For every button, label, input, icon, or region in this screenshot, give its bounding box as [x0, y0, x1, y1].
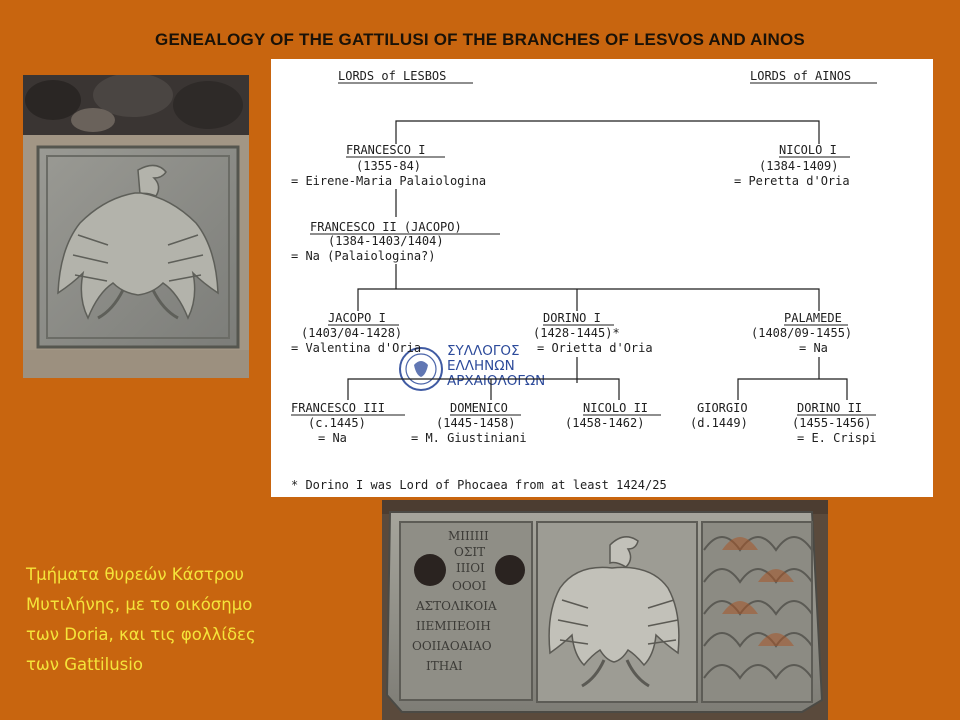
- watermark-line-2: ΕΛΛΗΝΩΝ: [447, 358, 515, 374]
- person-francesco-iii: [291, 401, 405, 445]
- person-name: PALAMEDE: [784, 311, 842, 325]
- person-spouse: = M. Giustiniani: [411, 431, 527, 445]
- doria-eagle-photo: [23, 75, 249, 378]
- slide-title: GENEALOGY OF THE GATTILUSI OF THE BRANCHES OF LESVOS AND AINOS: [155, 30, 805, 49]
- person-nicolo-i: [734, 143, 850, 188]
- footnote: * Dorino I was Lord of Phocaea from at least 1424/25: [291, 478, 667, 492]
- person-spouse: = E. Crispi: [797, 431, 877, 445]
- person-francesco-i: [291, 143, 486, 188]
- genealogy-chart: [271, 59, 933, 497]
- watermark-line-1: ΣΥΛΛΟΓΟΣ: [447, 343, 520, 359]
- person-dates: (1428-1445)*: [533, 326, 620, 340]
- person-dates: (1458-1462): [565, 416, 645, 430]
- person-francesco-ii: [291, 220, 500, 263]
- person-spouse: = Eirene-Maria Palaiologina: [291, 174, 487, 188]
- svg-text:ΙΤΗΑΙ: ΙΤΗΑΙ: [426, 659, 463, 673]
- header-lords-of-ainos: LORDS of AINOS: [750, 69, 852, 83]
- person-spouse: = Peretta d'Oria: [734, 174, 850, 188]
- svg-text:ΟΟΙΙΑΟΑΙΑΟ: ΟΟΙΙΑΟΑΙΑΟ: [412, 639, 492, 653]
- person-name: JACOPO I: [328, 311, 386, 325]
- header-lords-of-lesbos: LORDS of LESBOS: [338, 69, 447, 83]
- person-giorgio: [690, 401, 748, 430]
- person-name: FRANCESCO I: [346, 143, 426, 157]
- svg-text:ΟΟΟΙ: ΟΟΟΙ: [452, 579, 487, 593]
- association-watermark: [400, 343, 545, 390]
- person-name: NICOLO II: [583, 401, 649, 415]
- svg-text:ΟΣΙΤ: ΟΣΙΤ: [454, 545, 486, 559]
- watermark-line-3: ΑΡΧΑΙΟΛΟΓΩΝ: [447, 373, 546, 389]
- person-dates: (1408/09-1455): [751, 326, 853, 340]
- person-dates: (1355-84): [356, 159, 422, 173]
- person-dates: (1455-1456): [792, 416, 872, 430]
- svg-text:ΑΣΤΟΛΙΚΟΙΑ: ΑΣΤΟΛΙΚΟΙΑ: [416, 599, 497, 613]
- person-palamede: [751, 311, 852, 355]
- genealogy-tree: [271, 59, 933, 497]
- person-dorino-ii: [792, 401, 876, 445]
- svg-text:ΜΙΙΙΙΙΙ: ΜΙΙΙΙΙΙ: [448, 529, 489, 543]
- caption-line: των Gattilusio: [26, 655, 143, 674]
- person-dates: (1445-1458): [436, 416, 516, 430]
- caption-line: Τμήματα θυρεών Κάστρου: [26, 565, 244, 584]
- svg-text:ΙΙΕΜΠΕΟΙΗ: ΙΙΕΜΠΕΟΙΗ: [416, 619, 491, 633]
- svg-text:ΙΙΙΟΙ: ΙΙΙΟΙ: [456, 561, 485, 575]
- person-name: FRANCESCO II (JACOPO): [310, 220, 462, 234]
- caption-line: των Doria, και τις φολλίδες: [26, 625, 256, 644]
- person-domenico: [411, 401, 527, 445]
- person-dorino-i: [533, 311, 653, 355]
- person-name: GIORGIO: [697, 401, 748, 415]
- person-name: NICOLO I: [779, 143, 837, 157]
- person-spouse: = Na: [799, 341, 828, 355]
- person-dates: (c.1445): [308, 416, 366, 430]
- person-nicolo-ii: [565, 401, 661, 430]
- caption-line: Μυτιλήνης, με το οικόσημο: [26, 595, 253, 614]
- person-name: DORINO II: [797, 401, 863, 415]
- gattilusio-slab-photo: [382, 500, 828, 720]
- person-dates: (d.1449): [690, 416, 748, 430]
- person-name: DOMENICO: [450, 401, 508, 415]
- person-spouse: = Na: [318, 431, 347, 445]
- person-dates: (1403/04-1428): [301, 326, 403, 340]
- person-name: FRANCESCO III: [291, 401, 385, 415]
- photo-caption: [26, 560, 326, 680]
- person-spouse: = Na (Palaiologina?): [291, 249, 436, 263]
- person-dates: (1384-1409): [759, 159, 839, 173]
- person-jacopo-i: [291, 311, 421, 355]
- person-name: DORINO I: [543, 311, 601, 325]
- person-spouse: = Orietta d'Oria: [537, 341, 653, 355]
- person-spouse: = Valentina d'Oria: [291, 341, 422, 355]
- person-dates: (1384-1403/1404): [328, 234, 444, 248]
